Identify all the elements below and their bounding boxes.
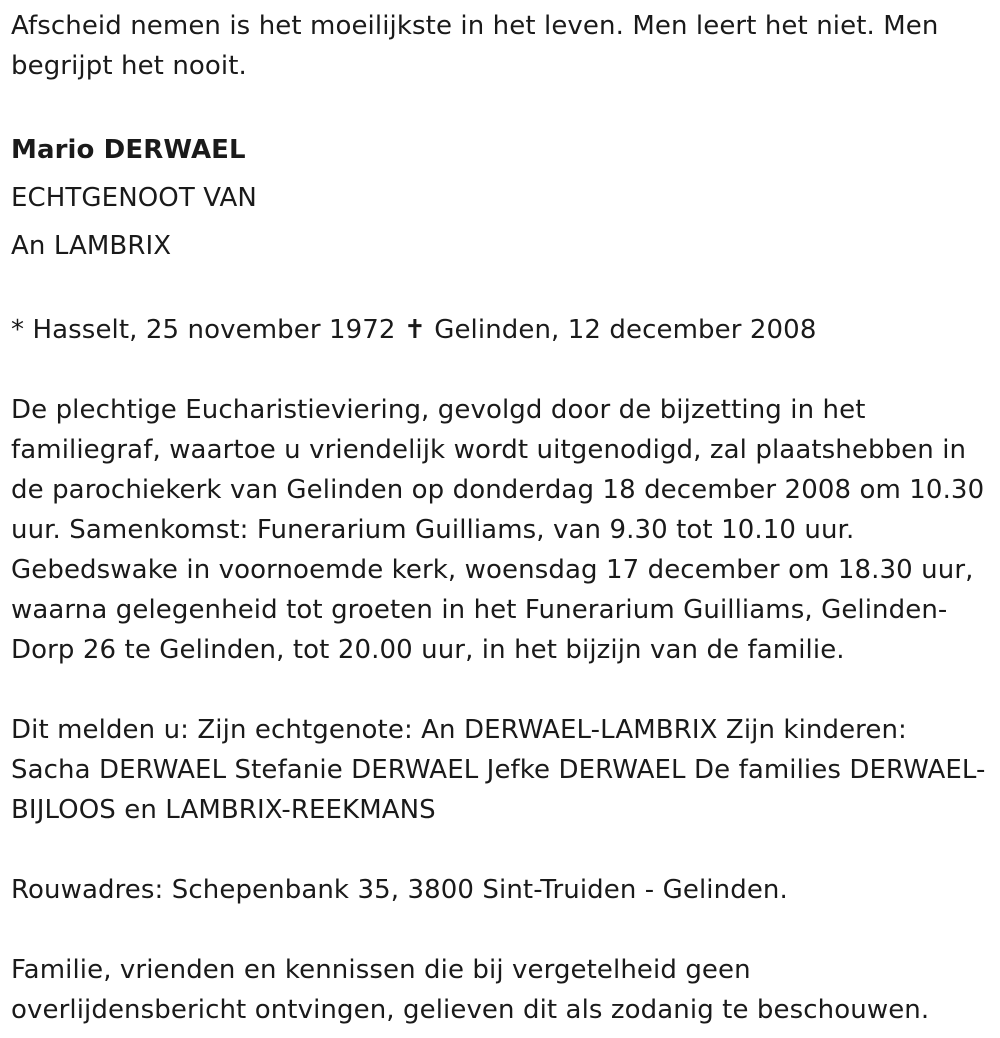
closing-text: Familie, vrienden en kennissen die bij vergetelheid geen overlijdensbericht ontvingen, gelieven dit als zodanig te beschouwen.: [11, 955, 930, 1025]
spacer: [11, 670, 990, 710]
relation-label: ECHTGENOOT VAN: [11, 183, 257, 213]
spouse-name: An LAMBRIX: [11, 231, 172, 261]
spacer: [11, 350, 990, 390]
ceremony-text: De plechtige Eucharistieviering, gevolgd door de bijzetting in het familiegraf, waartoe u vriendelijk wordt uitgenodigd, zal plaatshebben in de parochiekerk van Gelinden op donderdag 18 december 2008 om 10.30 uur. Samenkomst: Funerarium Guilliams, van 9.30 tot 10.10 uur. Gebedswake in voornoemde kerk, woensdag 17 december om 18.30 uur, waarna gelegenheid tot groeten in het Funerarium Guilliams, Gelinden-Dorp 26 te Gelinden, tot 20.00 uur, in het bijzijn van de familie.: [11, 395, 985, 665]
life-dates: [11, 310, 990, 350]
spacer: [11, 86, 990, 126]
deceased-name: Mario DERWAEL: [11, 135, 246, 165]
spacer: [11, 830, 990, 870]
spacer: [11, 910, 990, 950]
birth-text: * Hasselt, 25 november 1972: [11, 315, 396, 345]
address-text: Rouwadres: Schepenbank 35, 3800 Sint-Truiden - Gelinden.: [11, 875, 788, 905]
spacer: [11, 270, 990, 310]
cross-icon: ✝: [403, 315, 426, 345]
family-text: Dit melden u: Zijn echtgenote: An DERWAEL-LAMBRIX Zijn kinderen: Sacha DERWAEL Stefanie DERWAEL Jefke DERWAEL De families DERWAEL-BIJLOOS en LAMBRIX-REEKMANS: [11, 715, 986, 825]
death-text: Gelinden, 12 december 2008: [434, 315, 817, 345]
opening-quote: Afscheid nemen is het moeilijkste in het leven. Men leert het niet. Men begrijpt het nooit.: [11, 11, 939, 81]
